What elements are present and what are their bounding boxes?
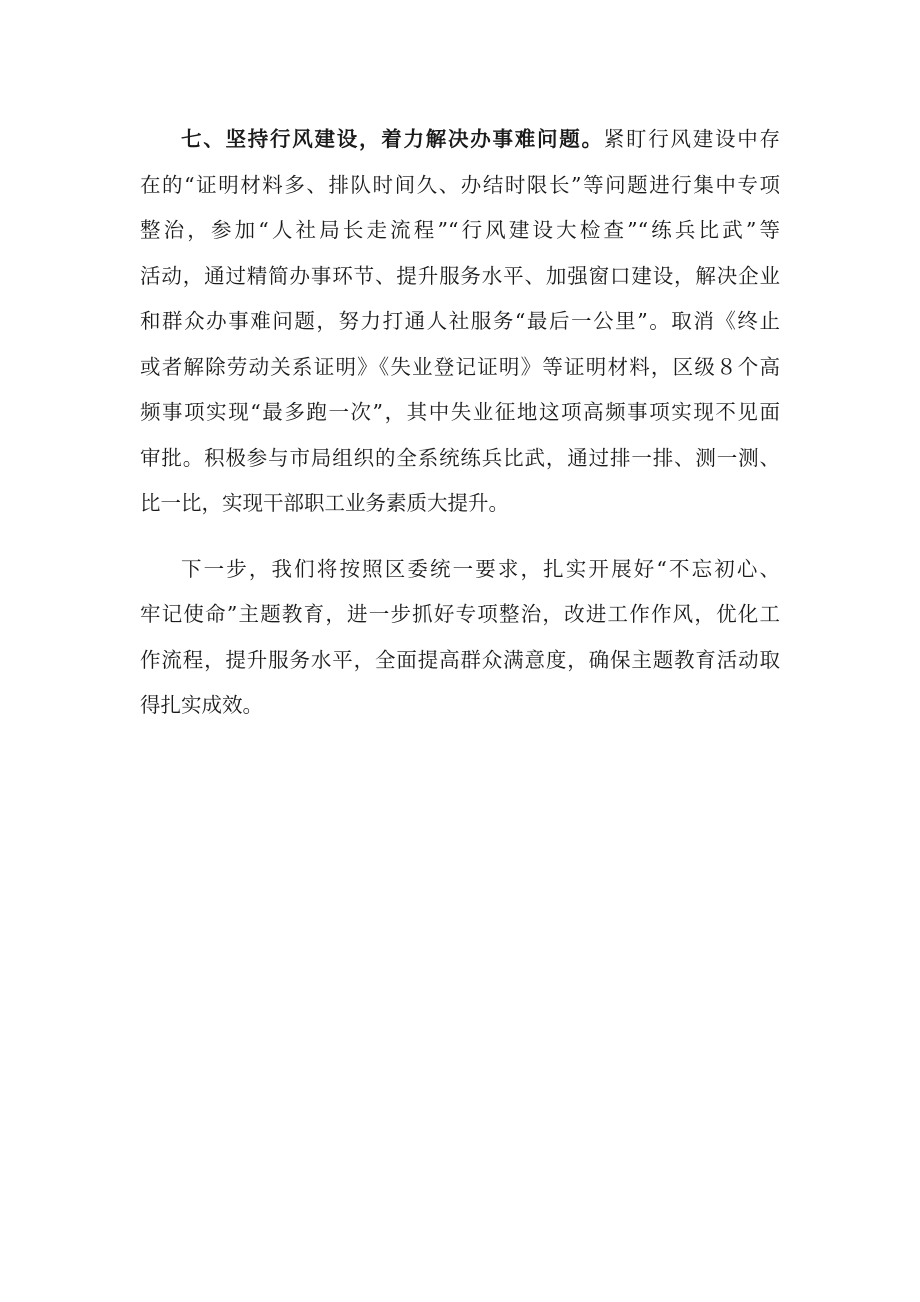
document-body xyxy=(140,117,780,729)
paragraph-text: 紧盯行风建设中存 xyxy=(603,127,780,151)
paragraph-line: 牢记使命”主题教育，进一步抓好专项整治，改进工作作风，优化工 xyxy=(140,602,780,626)
paragraph-industry-style xyxy=(140,117,780,527)
paragraph-line: 在的“证明材料多、排队时间久、办结时限长”等问题进行集中专项 xyxy=(140,172,780,197)
paragraph-next-steps xyxy=(140,547,780,729)
paragraph-line: 整治，参加“人社局长走流程”“行风建设大检查”“练兵比武”等 xyxy=(140,218,780,242)
paragraph-line: 和群众办事难问题，努力打通人社服务“最后一公里”。取消《终止 xyxy=(140,309,780,333)
paragraph-line: 作流程，提升服务水平，全面提高群众满意度，确保主题教育活动取 xyxy=(140,647,780,672)
paragraph-line: 频事项实现“最多跑一次”，其中失业征地这项高频事项实现不见面 xyxy=(140,400,780,424)
paragraph-spacer xyxy=(140,527,780,547)
paragraph-line: 比一比，实现干部职工业务素质大提升。 xyxy=(140,491,509,515)
paragraph-line xyxy=(140,117,780,163)
paragraph-line: 活动，通过精简办事环节、提升服务水平、加强窗口建设，解决企业 xyxy=(140,263,780,288)
paragraph-line: 下一步，我们将按照区委统一要求，扎实开展好“不忘初心、 xyxy=(181,556,780,581)
section-heading: 七、坚持行风建设，着力解决办事难问题。 xyxy=(181,127,604,151)
paragraph-line: 或者解除劳动关系证明》《失业登记证明》等证明材料，区级８个高 xyxy=(140,354,780,379)
paragraph-line: 得扎实成效。 xyxy=(140,693,263,717)
paragraph-line: 审批。积极参与市局组织的全系统练兵比武，通过排一排、测一测、 xyxy=(140,445,780,470)
